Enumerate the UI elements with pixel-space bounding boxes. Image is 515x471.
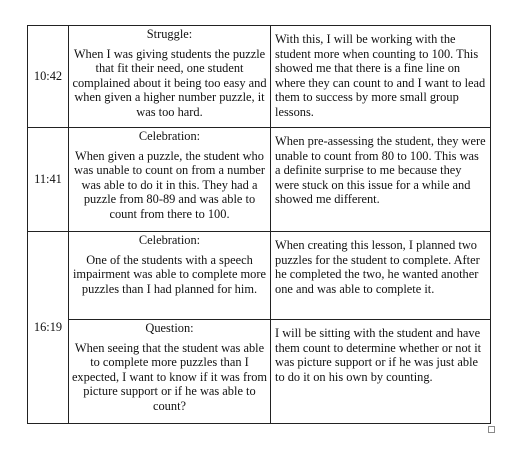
entry-text: One of the students with a speech impairment was able to complete more puzzles than I had planned for him.: [72, 252, 267, 296]
reflection-note: I will be sitting with the student and have them count to determine whether or not it was picture support or if he was just able to do it on his own by counting.: [275, 326, 482, 384]
time-cell: 11:41: [28, 128, 69, 232]
time-cell: 10:42: [28, 26, 69, 128]
entry-text: When I was giving students the puzzle that fit their need, one student complained about it being too easy and when given a higher number puzzle, it was too hard.: [72, 46, 267, 119]
table-row: [28, 320, 491, 424]
reflection-note-cell: [271, 26, 491, 128]
entry-text: When given a puzzle, the student who was unable to count on from a number was able to do it in this. They had a puzzle from 80-89 and was able to count from there to 100.: [74, 148, 265, 221]
entry-title: Struggle:: [146, 27, 193, 41]
time-cell: 16:19: [28, 232, 69, 424]
entry-cell: [69, 320, 271, 424]
reflection-note-cell: [271, 128, 491, 232]
entry-cell: [69, 128, 271, 232]
entry-title: Celebration:: [138, 129, 201, 143]
entry-title: Celebration:: [138, 233, 201, 247]
reflection-table: [27, 25, 491, 424]
table-row: [28, 232, 491, 320]
entry-title: Question:: [145, 321, 194, 335]
reflection-note: When creating this lesson, I planned two puzzles for the student to complete. After he completed the two, he wanted another one and was able to complete it.: [275, 238, 480, 296]
reflection-note: With this, I will be working with the student more when counting to 100. This showed me that there is a fine line on where they can count to and I want to lead them to success by more small group lessons.: [275, 32, 486, 119]
table-row: [28, 26, 491, 128]
entry-text: When seeing that the student was able to complete more puzzles than I expected, I want to know if it was from picture support or if he was able to count?: [71, 340, 268, 413]
reflection-note-cell: [271, 232, 491, 320]
entry-cell: [69, 232, 271, 320]
table-row: [28, 128, 491, 232]
table-resize-handle[interactable]: [488, 426, 495, 433]
reflection-note: When pre-assessing the student, they were unable to count from 80 to 100. This was a definite surprise to me because they were stuck on this issue for a while and showed me different.: [275, 134, 486, 207]
entry-cell: [69, 26, 271, 128]
reflection-note-cell: [271, 320, 491, 424]
